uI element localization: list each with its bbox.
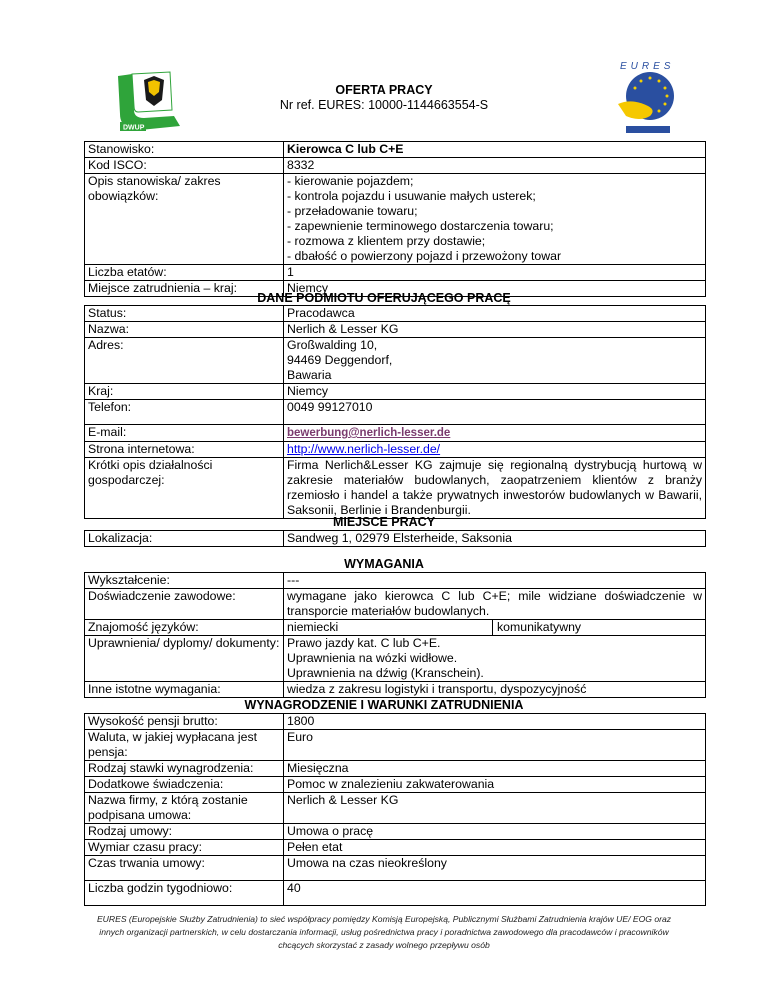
- isco-label: Kod ISCO:: [85, 158, 284, 174]
- email-link[interactable]: bewerbung@nerlich-lesser.de: [287, 427, 451, 439]
- salary-section-title: WYNAGRODZENIE I WARUNKI ZATRUDNIENIA: [244, 698, 524, 712]
- requirements-table: [84, 572, 706, 698]
- weekly-hours-label: Liczba godzin tygodniowo:: [85, 881, 284, 906]
- duty-item: - zapewnienie terminowego dostarczenia towaru;: [287, 219, 554, 233]
- business-description-label: Krótki opis działalności gospodarczej:: [85, 458, 284, 519]
- company-name-value: Nerlich & Lesser KG: [284, 322, 706, 338]
- permits-value: [284, 636, 706, 682]
- language-row: [287, 620, 702, 635]
- duty-item: - kierowanie pojazdem;: [287, 174, 414, 188]
- currency-label: Waluta, w jakiej wypłacana jest pensja:: [85, 730, 284, 761]
- employer-table: [84, 305, 706, 519]
- language-level: komunikatywny: [492, 620, 702, 635]
- employer-country-value: Niemcy: [284, 384, 706, 400]
- country-label: Miejsce zatrudnienia – kraj:: [85, 281, 284, 297]
- footer-lead: EURES (Europejskie Służby Zatrudnienia): [96, 914, 258, 924]
- rate-type-label: Rodzaj stawki wynagrodzenia:: [85, 761, 284, 777]
- duties-label: Opis stanowiska/ zakres obowiązków:: [85, 174, 284, 265]
- email-label: E-mail:: [85, 425, 284, 442]
- rate-type-value: Miesięczna: [284, 761, 706, 777]
- contract-duration-value: Umowa na czas nieokreślony: [284, 856, 706, 881]
- footer-text: to sieć współpracy pomiędzy Komisją Europejską, Publicznymi Służbami Zatrudnienia krajów UE/ EOG oraz innych organizacji partnerskich, w celu dostarczania informacji, usług pośrednictwa pracy i poradnictwa zawodowego dla pracodawców i pracowników chcących skorzystać z zasady wolnego przepływu osób: [99, 914, 672, 950]
- address-value: [284, 338, 706, 384]
- status-value: Pracodawca: [284, 306, 706, 322]
- job-table: [84, 141, 706, 297]
- country-value: Niemcy: [284, 281, 706, 297]
- salary-label: Wysokość pensji brutto:: [85, 714, 284, 730]
- positions-count-label: Liczba etatów:: [85, 265, 284, 281]
- education-value: ---: [284, 573, 706, 589]
- svg-text:EURES: EURES: [620, 61, 675, 72]
- language-name: niemiecki: [287, 620, 339, 634]
- education-label: Wykształcenie:: [85, 573, 284, 589]
- duty-item: - dbałość o powierzony pojazd i przewożony towar: [287, 249, 562, 263]
- footer-note: [84, 913, 684, 952]
- permits-label: Uprawnienia/ dyplomy/ dokumenty:: [85, 636, 284, 682]
- status-label: Status:: [85, 306, 284, 322]
- other-requirements-label: Inne istotne wymagania:: [85, 682, 284, 698]
- salary-table: [84, 713, 706, 906]
- contract-type-label: Rodzaj umowy:: [85, 824, 284, 840]
- permit-item: Prawo jazdy kat. C lub C+E.: [287, 636, 441, 650]
- duties-list: [284, 174, 706, 265]
- employer-country-label: Kraj:: [85, 384, 284, 400]
- positions-count-value: 1: [284, 265, 706, 281]
- employer-section-title: DANE PODMIOTU OFERUJĄCEGO PRACĘ: [257, 291, 511, 305]
- benefits-label: Dodatkowe świadczenia:: [85, 777, 284, 793]
- experience-value: wymagane jako kierowca C lub C+E; mile widziane doświadczenie w transporcie materiałów budowlanych.: [284, 589, 706, 620]
- duty-item: - kontrola pojazdu i usuwanie małych usterek;: [287, 189, 536, 203]
- address-line: Großwalding 10,: [287, 338, 378, 352]
- offer-title: OFERTA PRACY: [335, 83, 433, 97]
- work-time-value: Pełen etat: [284, 840, 706, 856]
- company-name-label: Nazwa:: [85, 322, 284, 338]
- requirements-section-title: WYMAGANIA: [344, 557, 424, 571]
- contract-type-value: Umowa o pracę: [284, 824, 706, 840]
- permit-item: Uprawnienia na dźwig (Kranschein).: [287, 666, 484, 680]
- currency-value: Euro: [284, 730, 706, 761]
- permit-item: Uprawnienia na wózki widłowe.: [287, 651, 458, 665]
- other-requirements-value: wiedza z zakresu logistyki i transportu, dyspozycyjność: [284, 682, 706, 698]
- duty-item: - rozmowa z klientem przy dostawie;: [287, 234, 486, 248]
- location-label: Lokalizacja:: [85, 531, 284, 547]
- contract-company-value: Nerlich & Lesser KG: [284, 793, 706, 824]
- svg-text:DWUP: DWUP: [123, 124, 145, 132]
- languages-label: Znajomość języków:: [85, 620, 284, 636]
- eures-logo: [612, 58, 682, 136]
- business-description-value: Firma Nerlich&Lesser KG zajmuje się regionalną dystrybucją hurtową w zakresie materiałów budowlanych, zaopatrzeniem klientów z branży rzemiosło i handel a także prywatnych inwestorów budowlanych w Bawarii, Saksonii, Berlinie i Brandenburgii.: [284, 458, 706, 519]
- address-line: 94469 Deggendorf,: [287, 353, 393, 367]
- workplace-table: [84, 530, 706, 547]
- address-line: Bawaria: [287, 368, 332, 382]
- website-label: Strona internetowa:: [85, 442, 284, 458]
- address-label: Adres:: [85, 338, 284, 384]
- contract-duration-label: Czas trwania umowy:: [85, 856, 284, 881]
- offer-reference: Nr ref. EURES: 10000-1144663554-S: [279, 98, 489, 112]
- position-value: Kierowca C lub C+E: [284, 142, 706, 158]
- duty-item: - przeładowanie towaru;: [287, 204, 418, 218]
- experience-label: Doświadczenie zawodowe:: [85, 589, 284, 620]
- position-label: Stanowisko:: [85, 142, 284, 158]
- phone-value: 0049 99127010: [284, 400, 706, 425]
- salary-value: 1800: [284, 714, 706, 730]
- phone-label: Telefon:: [85, 400, 284, 425]
- work-time-label: Wymiar czasu pracy:: [85, 840, 284, 856]
- contract-company-label: Nazwa firmy, z którą zostanie podpisana umowa:: [85, 793, 284, 824]
- weekly-hours-value: 40: [284, 881, 706, 906]
- isco-value: 8332: [284, 158, 706, 174]
- website-link[interactable]: http://www.nerlich-lesser.de/: [287, 442, 441, 456]
- location-value: Sandweg 1, 02979 Elsterheide, Saksonia: [284, 531, 706, 547]
- benefits-value: Pomoc w znalezieniu zakwaterowania: [284, 777, 706, 793]
- workplace-section-title: MIEJSCE PRACY: [332, 515, 436, 529]
